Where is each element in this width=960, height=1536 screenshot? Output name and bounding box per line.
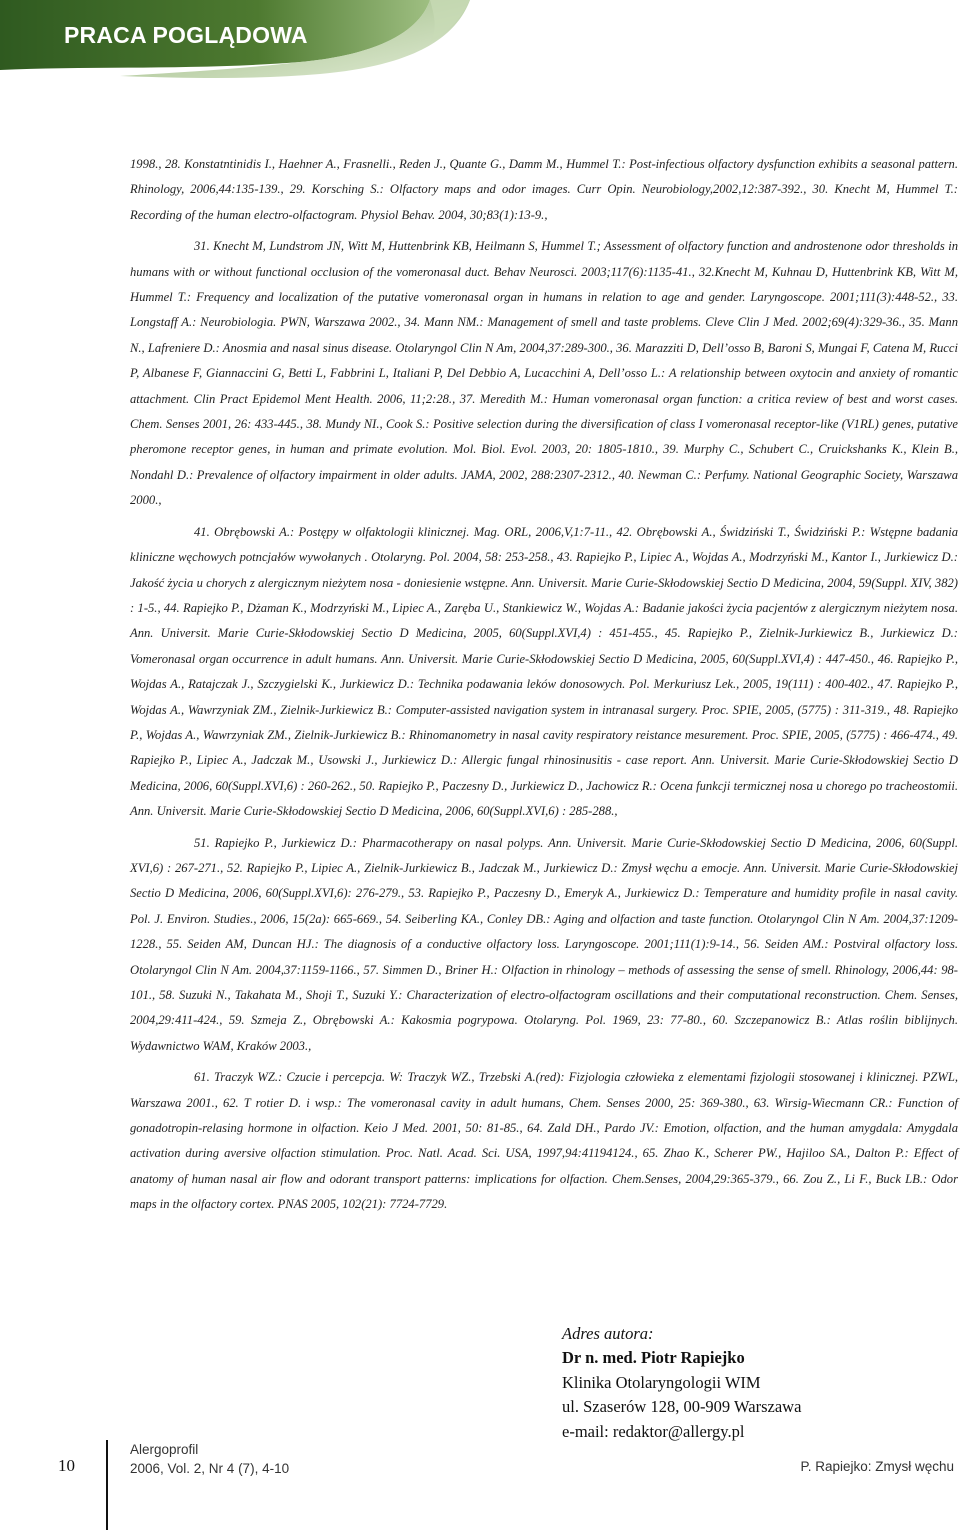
journal-issue: 2006, Vol. 2, Nr 4 (7), 4-10 [130, 1461, 290, 1476]
reference-paragraph: 51. Rapiejko P., Jurkiewicz D.: Pharmacotherapy on nasal polyps. Ann. Universit. Marie Curie-Skłodowskiej Sectio D Medicina, 2006, 60(Suppl. XVI,6) : 267-271., 52. Rapiejko P., Lipiec A., Zielnik-Jurkiewicz B., Jadczak M., Jurkiewicz D.: Zmysł węchu a emocje. Ann. Universit. Marie Curie-Skłodowskiej Sectio D Medicina, 2006, 60(Suppl.XVI,6): 276-279., 53. Rapiejko P., Paczesny D., Emeryk A., Jurkiewicz D.: Temperature and humidity profile in nasal cavity. Pol. J. Environ. Studies., 2006, 15(2a): 665-669., 54. Seiberling KA., Conley DB.: Aging and olfaction and taste function. Otolaryngol Clin N Am. 2004,37:1209-1228., 55. Seiden AM, Duncan HJ.: The diagnosis of a conductive olfactory loss. Laryngoscope. 2001;111(1):9-14., 56. Seiden AM.: Postviral olfactory loss. Otolaryngol Clin N Am. 2004,37:1159-1166., 57. Simmen D., Briner H.: Olfaction in rhinology – methods of assessing the sense of smell. Rhinology, 2006,44: 98-101., 58. Suzuki N., Takahata M., Shoji T., Suzuki Y.: Characterization of electro-olfactogram oscillations and their computational reconstruction. Chem. Senses, 2004,29:411-424., 59. Szmeja Z., Obrębowski A.: Kakosmia pogrypowa. Otolaryng. Pol. 1969, 23: 77-80., 60. Szczepanowicz B.: Atlas roślin biblijnych. Wydawnictwo WAM, Kraków 2003., [130, 835, 958, 1053]
reference-paragraph: 1998., 28. Konstatntinidis I., Haehner A., Frasnelli., Reden J., Quante G., Damm M., Hummel T.: Post-infectious olfactory dysfunction exhibits a seasonal pattern. Rhinology, 2006,44:135-139., 29. Korsching S.: Olfactory maps and odor images. Curr Opin. Neurobiology,2002,12:387-392., 30. Knecht M, Hummel T.: Recording of the human electro-olfactogram. Physiol Behav. 2004, 30;83(1):13-9., [130, 157, 958, 222]
header-band [0, 0, 960, 80]
author-address-label: Adres autora: [562, 1324, 654, 1343]
author-name: Dr n. med. Piotr Rapiejko [562, 1348, 745, 1368]
author-address [562, 1322, 882, 1444]
running-title: P. Rapiejko: Zmysł węchu [800, 1459, 954, 1474]
reference-paragraph: 31. Knecht M, Lundstrom JN, Witt M, Huttenbrink KB, Heilmann S, Hummel T.; Assessment of olfactory function and androstenone odor thresholds in humans with or without functional occlusion of the vomeronasal duct. Behav Neurosci. 2003;117(6):1135-41., 32.Knecht M, Kuhnau D, Huttenbrink KB, Witt M, Hummel T.: Frequency and localization of the putative vomeronasal organ in humans in relation to age and gender. Laryngoscope. 2001;111(3):448-52., 33. Longstaff A.: Neurobiologia. PWN, Warszawa 2002., 34. Mann NM.: Management of smell and taste problems. Cleve Clin J Med. 2002;69(4):329-36., 35. Mann N., Lafreniere D.: Anosmia and nasal sinus disease. Otolaryngol Clin N Am, 2004,37:289-300., 36. Marazziti D, Dell’osso B, Baroni S, Mungai F, Catena M, Rucci P, Albanese F, Giannaccini G, Betti L, Fabbrini L, Italiani P, Del Debbio A, Lucacchini A, Dell’osso L.: A relationship between oxytocin and anxiety of romantic attachment. Clin Pract Epidemol Ment Health. 2006, 11;2:28., 37. Meredith M.: Human vomeronasal organ function: a critica review of best and worst cases. Chem. Senses 2001, 26: 433-445., 38. Mundy NI., Cook S.: Positive selection during the diversification of class I vomeronasal receptor-like (V1RL) genes, putative pheromone receptor genes, in human and primate evolution. Mol. Biol. Evol. 2003, 20: 1805-1810., 39. Murphy C., Schubert C., Cruickshanks K., Klein B., Nondahl D.: Prevalence of olfactory impairment in older adults. JAMA, 2002, 288:2307-2312., 40. Newman C.: Perfumy. National Geographic Society, Warszawa 2000., [130, 239, 958, 508]
reference-paragraph: 61. Traczyk WZ.: Czucie i percepcja. W: Traczyk WZ., Trzebski A.(red): Fizjologia człowieka z elementami fizjologii stosowanej i klinicznej. PZWL, Warszawa 2001., 62. T rotier D. i wsp.: The vomeronasal cavity in adult humans, Chem. Senses 2000, 25: 369-380., 63. Wirsig-Wiecmann CR.: Function of gonadotropin-relasing hormone in olfaction. Keio J Med. 2001, 50: 81-85., 64. Zald DH., Pardo JV.: Emotion, olfaction, and the human amygdala: Amygdala activation during aversive olfaction stimulation. Proc. Natl. Acad. Sci. USA, 1997,94:41194124., 65. Zhao K., Scherer PW., Hajiloo SA., Dalton P.: Effect of anatomy of human nasal air flow and odorant transport patterns: implications for olfaction. Chem.Senses, 2004,29:365-379., 66. Zou Z., Li F., Buck LB.: Odor maps in the olfactory cortex. PNAS 2005, 102(21): 7724-7729. [130, 1070, 958, 1212]
reference-paragraph: 41. Obrębowski A.: Postępy w olfaktologii klinicznej. Mag. ORL, 2006,V,1:7-11., 42. Obrębowski A., Świdziński T., Świdziński P.: Wstępne badania kliniczne węchowych potncjałów wywołanych . Otolaryng. Pol. 2004, 58: 253-258., 43. Rapiejko P., Lipiec A., Wojdas A., Modrzyński M., Kantor I., Jurkiewicz D.: Jakość życia u chorych z alergicznym nieżytem nosa - doniesienie wstępne. Ann. Universit. Marie Curie-Skłodowskiej Sectio D Medicina, 2004, 59(Suppl. XIV, 382) : 1-5., 44. Rapiejko P., Dżaman K., Modrzyński M., Lipiec A., Zaręba U., Stankiewicz W., Wojdas A.: Badanie jakości życia pacjentów z alergicznym nieżytem nosa. Ann. Universit. Marie Curie-Skłodowskiej Sectio D Medicina, 2005, 60(Suppl.XVI,4) : 451-455., 45. Rapiejko P., Zielnik-Jurkiewicz B., Jurkiewicz D.: Vomeronasal organ occurrence in adult humans. Ann. Universit. Marie Curie-Skłodowskiej Sectio D Medicina, 2005, 60(Suppl.XVI,4) : 447-450., 46. Rapiejko P., Wojdas A., Ratajczak J., Szczygielski K., Jurkiewicz D.: Technika podawania leków donosowych. Pol. Merkuriusz Lek., 2005, 19(111) : 400-402., 47. Rapiejko P., Wojdas A., Wawrzyniak ZM., Zielnik-Jurkiewicz B.: Computer-assisted navigation system in intranasal surgery. Proc. SPIE, 2005, (5775) : 311-319., 48. Rapiejko P., Wojdas A., Wawrzyniak ZM., Zielnik-Jurkiewicz B.: Rhinomanometry in nasal cavity respiratory reistance mesurement. Proc. SPIE, 2005, (5775) : 466-474., 49. Rapiejko P., Lipiec A., Jadczak M., Usowski J., Jurkiewicz D.: Allergic fungal rhinosinusitis - case report. Ann. Universit. Marie Curie-Skłodowskiej Sectio D Medicina, 2006, 60(Suppl.XVI,6) : 260-262., 50. Rapiejko P., Paczesny D., Jurkiewicz D., Jachowicz R.: Ocena funkcji termicznej nosa u chorego po tracheostomii. Ann. Universit. Marie Curie-Skłodowskiej Sectio D Medicina, 2006, 60(Suppl.XVI,6) : 285-288., [130, 524, 958, 819]
footer-divider [106, 1440, 108, 1530]
author-street: ul. Szaserów 128, 00-909 Warszawa [562, 1397, 802, 1417]
journal-info [130, 1440, 289, 1478]
author-clinic: Klinika Otolaryngologii WIM [562, 1372, 761, 1392]
reference-list [130, 152, 958, 1224]
section-title: PRACA POGLĄDOWA [64, 22, 308, 48]
author-email[interactable]: e-mail: redaktor@allergy.pl [562, 1421, 745, 1441]
page-number: 10 [58, 1456, 75, 1475]
journal-name: Alergoprofil [130, 1442, 199, 1457]
